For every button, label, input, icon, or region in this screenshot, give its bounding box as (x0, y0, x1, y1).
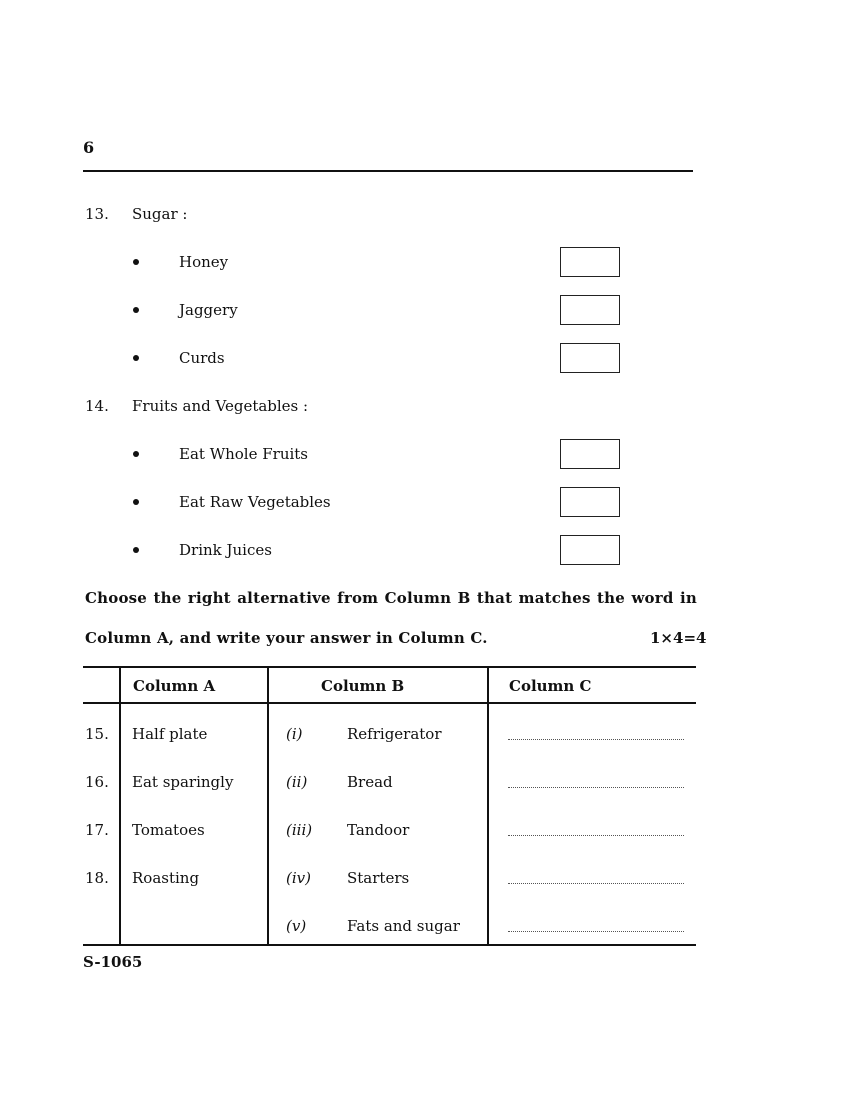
option-label: Eat Raw Vegetables (179, 493, 331, 511)
column-b-numeral: (iii) (286, 821, 313, 839)
column-b-numeral: (iv) (286, 869, 311, 887)
answer-box[interactable] (560, 343, 620, 373)
column-b-item: Refrigerator (347, 725, 442, 743)
option-label: Drink Juices (179, 541, 272, 559)
question-title: Fruits and Vegetables : (132, 397, 309, 415)
column-divider (487, 666, 489, 946)
answer-blank[interactable] (508, 883, 684, 884)
column-a-item: Roasting (132, 869, 200, 887)
answer-box[interactable] (560, 535, 620, 565)
bullet-icon (133, 547, 139, 553)
question-number: 14. (85, 397, 109, 415)
page-number: 6 (83, 138, 95, 157)
answer-box[interactable] (560, 487, 620, 517)
column-divider (267, 666, 269, 946)
option-label: Curds (179, 349, 225, 367)
column-a-item: Tomatoes (132, 821, 205, 839)
answer-blank[interactable] (508, 835, 684, 836)
row-number: 15. (85, 725, 109, 743)
row-number: 16. (85, 773, 109, 791)
answer-box[interactable] (560, 439, 620, 469)
header-column-c: Column C (509, 677, 592, 695)
bullet-icon (133, 499, 139, 505)
column-a-item: Half plate (132, 725, 208, 743)
row-number: 18. (85, 869, 109, 887)
column-b-item: Tandoor (347, 821, 410, 839)
answer-blank[interactable] (508, 739, 684, 740)
table-top-rule (83, 666, 696, 668)
column-b-numeral: (v) (286, 917, 307, 935)
column-b-numeral: (i) (286, 725, 303, 743)
option-label: Eat Whole Fruits (179, 445, 309, 463)
question-title: Sugar : (132, 205, 188, 223)
answer-blank[interactable] (508, 787, 684, 788)
bullet-icon (133, 307, 139, 313)
bullet-icon (133, 355, 139, 361)
header-column-a: Column A (133, 677, 216, 695)
table-bottom-rule (83, 944, 696, 946)
column-b-item: Bread (347, 773, 393, 791)
row-number: 17. (85, 821, 109, 839)
answer-blank[interactable] (508, 931, 684, 932)
bullet-icon (133, 451, 139, 457)
option-label: Honey (179, 253, 229, 271)
instruction-line-2: Column A, and write your answer in Column C. (85, 629, 488, 647)
column-divider (119, 666, 121, 946)
column-a-item: Eat sparingly (132, 773, 234, 791)
bullet-icon (133, 259, 139, 265)
header-rule (83, 170, 693, 172)
marks: 1×4=4 (650, 629, 707, 647)
answer-box[interactable] (560, 295, 620, 325)
answer-box[interactable] (560, 247, 620, 277)
option-label: Jaggery (179, 301, 238, 319)
column-b-item: Starters (347, 869, 410, 887)
question-number: 13. (85, 205, 109, 223)
instruction-line-1: Choose the right alternative from Column B that matches the word in (85, 589, 697, 607)
header-column-b: Column B (321, 677, 405, 695)
column-b-item: Fats and sugar (347, 917, 460, 935)
column-b-numeral: (ii) (286, 773, 308, 791)
footer-code: S-1065 (83, 953, 143, 971)
table-header-rule (83, 702, 696, 704)
